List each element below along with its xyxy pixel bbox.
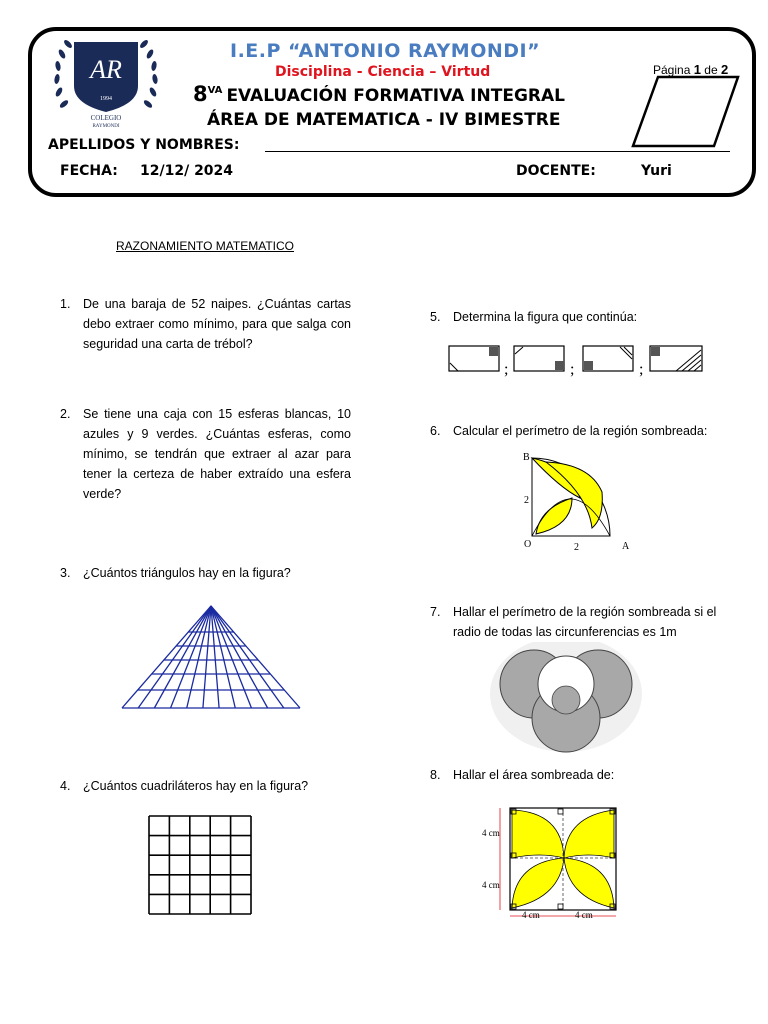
page-indicator: Página 1 de 2 xyxy=(653,62,729,77)
svg-text:4 cm: 4 cm xyxy=(522,910,540,920)
question-6: 6. Calcular el perímetro de la región sombreada: xyxy=(430,424,708,438)
svg-text:4 cm: 4 cm xyxy=(482,828,500,838)
question-8: 8. Hallar el área sombreada de: xyxy=(430,768,615,782)
svg-text:;: ; xyxy=(504,361,509,378)
svg-text:;: ; xyxy=(570,361,575,378)
question-3: 3. ¿Cuántos triángulos hay en la figura? xyxy=(60,566,291,580)
svg-text:;: ; xyxy=(639,361,644,378)
svg-text:4 cm: 4 cm xyxy=(482,880,500,890)
svg-text:1994: 1994 xyxy=(100,96,112,102)
teacher-label: DOCENTE: xyxy=(516,163,596,179)
question-7: 7. Hallar el perímetro de la región sombreada si el radio de todas las circunferencias es 1m xyxy=(430,605,717,639)
school-logo xyxy=(50,34,162,128)
name-label: APELLIDOS Y NOMBRES: xyxy=(48,137,240,153)
date-label: FECHA: xyxy=(60,163,118,179)
triangles-figure xyxy=(118,604,304,712)
quadrilaterals-grid xyxy=(146,813,254,917)
teacher-value: Yuri xyxy=(641,163,672,179)
svg-text:RAYMONDI: RAYMONDI xyxy=(92,124,120,128)
shaded-quarter-circle-figure xyxy=(520,448,634,554)
svg-text:AR: AR xyxy=(90,55,122,84)
name-line[interactable] xyxy=(265,151,730,152)
svg-text:A: A xyxy=(622,541,630,552)
shaded-area-figure xyxy=(480,802,620,924)
school-name: I.E.P “ANTONIO RAYMONDI” xyxy=(230,40,541,62)
evaluation-title: $8^{VA}$ EVALUACIÓN FORMATIVA INTEGRAL xyxy=(193,82,565,106)
svg-text:4 cm: 4 cm xyxy=(575,910,593,920)
question-2: 2. Se tiene una caja con 15 esferas blancas, 10 azules y 9 verdes. ¿Cuántas esferas, como mínimo, se tendrán que extraer al azar para tener la certeza de haber extraído una esfera verde? xyxy=(60,407,351,501)
svg-text:O: O xyxy=(524,539,532,550)
school-motto: Disciplina - Ciencia – Virtud xyxy=(275,64,491,80)
date-value: 12/12/ 2024 xyxy=(140,163,234,179)
svg-text:2: 2 xyxy=(524,495,529,506)
section-title: RAZONAMIENTO MATEMATICO xyxy=(116,239,295,253)
svg-text:B: B xyxy=(523,452,530,463)
sequence-figure xyxy=(446,344,710,378)
score-box xyxy=(630,74,742,150)
question-4: 4. ¿Cuántos cuadriláteros hay en la figura? xyxy=(60,779,309,793)
svg-text:COLEGIO: COLEGIO xyxy=(90,114,122,122)
question-5: 5. Determina la figura que continúa: xyxy=(430,310,638,324)
circles-figure xyxy=(488,642,644,756)
svg-text:2: 2 xyxy=(574,542,579,553)
question-1: 1. De una baraja de 52 naipes. ¿Cuántas cartas debo extraer como mínimo, para que salga con seguridad una carta de trébol? xyxy=(60,297,351,351)
area-title: ÁREA DE MATEMATICA - IV BIMESTRE xyxy=(207,110,561,130)
